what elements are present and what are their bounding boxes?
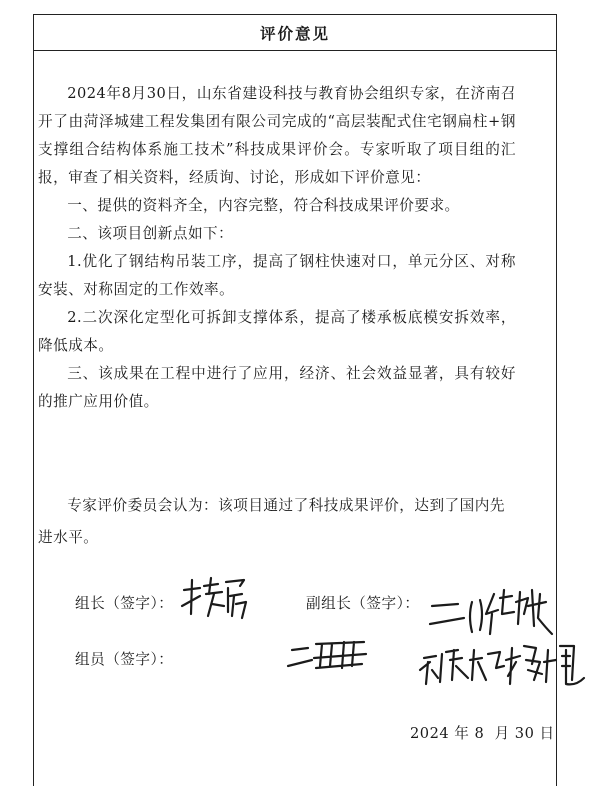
committee-conclusion: 专家评价委员会认为：该项目通过了科技成果评价，达到了国内先进水平。 [38, 497, 505, 546]
leader-signature-label: 组长（签字）： [75, 595, 174, 612]
innovation-point-2: 2.二次深化定型化可拆卸支撑体系，提高了楼承板底模安拆效率，降低成本。 [38, 309, 516, 354]
member-signature-label: 组员（签字）： [75, 651, 174, 668]
opinion-item-2: 二、该项目创新点如下： [67, 225, 234, 242]
intro-paragraph: 2024年8月30日，山东省建设科技与教育协会组织专家，在济南召开了由菏泽城建工程发集团有限公司完成的“高层装配式住宅钢扁柱+钢支撑组合结构体系施工技术”科技成果评价会。专家听取了项目组的汇报，审查了相关资料，经质询、讨论，形成如下评价意见： [38, 85, 516, 186]
deputy-signature-image [428, 584, 556, 640]
opinion-item-1: 一、提供的资料齐全，内容完整，符合科技成果评价要求。 [67, 197, 460, 214]
member-signature-image-2 [416, 640, 588, 690]
evaluation-body [38, 80, 516, 416]
document-title: 评价意见 [259, 24, 330, 43]
leader-signature-image [178, 576, 250, 620]
document-date: 2024 年 8 月 30 日 [410, 725, 555, 742]
title-row [34, 15, 556, 51]
innovation-point-1: 1.优化了钢结构吊装工序，提高了钢柱快速对口，单元分区、对称安装、对称固定的工作效率。 [38, 253, 516, 298]
deputy-signature-label: 副组长（签字）： [306, 595, 420, 612]
member-signature-image [286, 636, 370, 676]
opinion-item-3: 三、该成果在工程中进行了应用，经济、社会效益显著，具有较好的推广应用价值。 [38, 365, 516, 410]
